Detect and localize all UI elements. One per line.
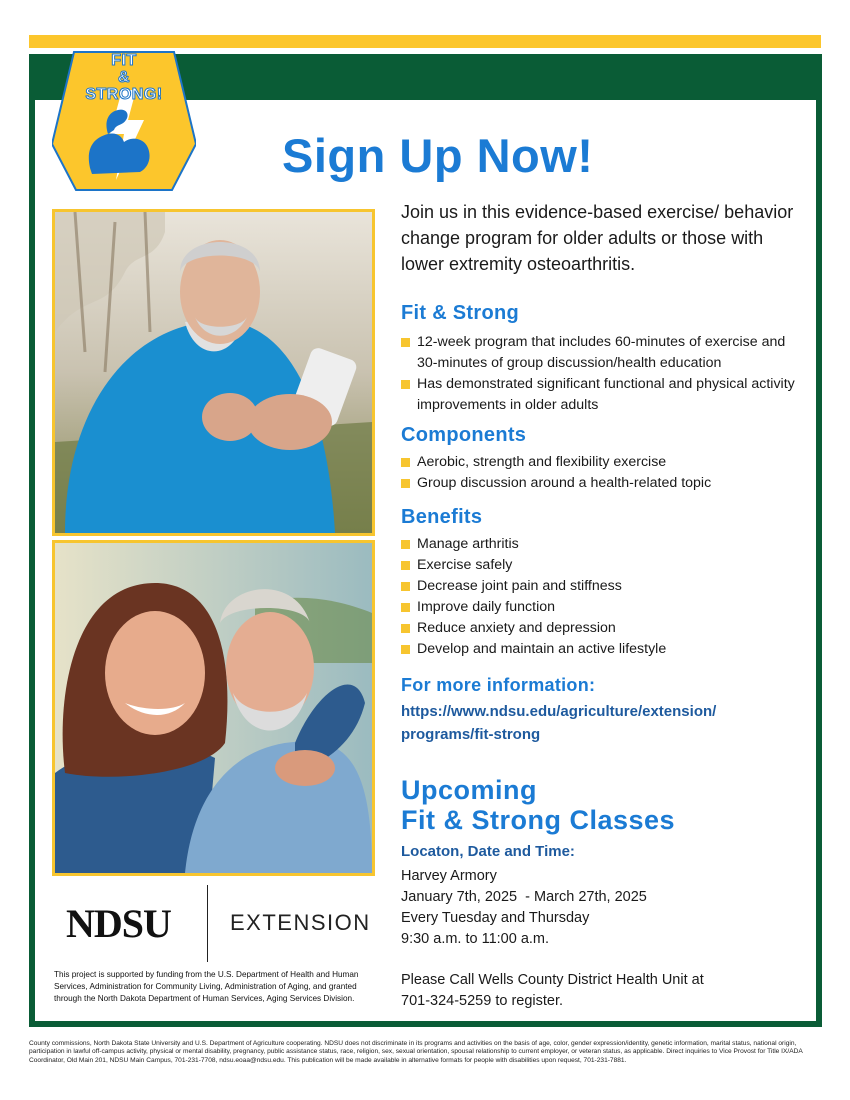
list-item-text: Manage arthritis (417, 536, 519, 552)
section-title-benefits: Benefits (401, 506, 483, 528)
bullet-square-icon (401, 479, 410, 488)
upcoming-classes-heading (401, 775, 801, 835)
bullet-square-icon (401, 624, 410, 633)
logo-line-fit: FIT (111, 52, 137, 69)
logo-line-strong: STRONG! (85, 86, 163, 103)
class-time: 9:30 a.m. to 11:00 a.m. (401, 931, 550, 947)
section-title-fit-strong: Fit & Strong (401, 302, 520, 324)
bullet-square-icon (401, 338, 410, 347)
list-item (401, 618, 801, 639)
list-item-text: Has demonstrated significant functional and physical activity improvements in older adults (417, 376, 795, 413)
intro-paragraph: Join us in this evidence-based exercise/ behavior change program for older adults or those with lower extremity osteoarthritis. (401, 202, 794, 274)
bullet-square-icon (401, 561, 410, 570)
ndsu-logo: NDSU (66, 901, 171, 946)
photo-couple (52, 540, 375, 876)
list-item-text: Decrease joint pain and stiffness (417, 578, 622, 594)
bullet-square-icon (401, 645, 410, 654)
extension-logo: EXTENSION (230, 910, 371, 935)
upcoming-heading-line2: Fit & Strong Classes (401, 805, 676, 835)
list-item (401, 639, 801, 660)
bullet-square-icon (401, 582, 410, 591)
list-item-text: Group discussion around a health-related topic (417, 475, 712, 491)
list-item (401, 452, 801, 473)
page-title: Sign Up Now! (282, 129, 594, 182)
benefits-list (401, 534, 801, 660)
list-item (401, 555, 801, 576)
more-info-link[interactable] (401, 700, 801, 746)
class-dates: January 7th, 2025 - March 27th, 2025 (401, 889, 647, 905)
top-gold-bar (29, 35, 821, 48)
list-item (401, 473, 801, 494)
components-list (401, 452, 801, 494)
section-title-components: Components (401, 424, 527, 446)
list-item-text: Aerobic, strength and flexibility exercise (417, 454, 667, 470)
list-item (401, 597, 801, 618)
list-item (401, 534, 801, 555)
bullet-square-icon (401, 540, 410, 549)
footer-disclaimer: County commissions, North Dakota State University and U.S. Department of Agriculture cooperating. NDSU does not discriminate in its programs and activities on the basis of age, color, gender expression/identity, genetic information, marital status, national origin, participation in lawful off-campus activity, physical or mental disability, pregnancy, public assistance status, race, religion, sex, sexual orientation, spousal relationship to current employer, or veteran status, as applicable. Direct inquiries to Vice Provost for Title IX/ADA Coordinator, Old Main 201, NDSU Main Campus, 701-231-7708, ndsu.eoaa@ndsu.edu. This publication will be made available in alternative formats for people with disabilities upon request, 701-231-7881. (29, 1040, 803, 1064)
upcoming-heading-line1: Upcoming (401, 775, 537, 805)
more-info-label: For more information: (401, 675, 596, 695)
list-item (401, 576, 801, 597)
fit-strong-list (401, 332, 801, 416)
list-item-text: Reduce anxiety and depression (417, 620, 616, 636)
registration-phone: 701-324-5259 to register. (401, 993, 564, 1009)
location-label: Locaton, Date and Time: (401, 843, 575, 860)
list-item (401, 374, 801, 416)
logo-text (52, 52, 196, 103)
more-info-link-line2[interactable]: programs/fit-strong (401, 726, 541, 743)
bullet-square-icon (401, 380, 410, 389)
list-item-text: 12-week program that includes 60-minutes of exercise and 30-minutes of group discussion/health education (417, 334, 786, 371)
registration-info (401, 970, 801, 1012)
logo-divider (207, 885, 208, 962)
class-details (401, 866, 801, 950)
more-info-link-line1[interactable]: https://www.ndsu.edu/agriculture/extension/ (401, 703, 717, 720)
logo-line-amp: & (117, 69, 131, 86)
funding-statement: This project is supported by funding from the U.S. Department of Health and Human Services, Administration for Community Living, Administration of Aging, and granted through the North Dakota Department of Human Services, Aging Services Division. (54, 970, 359, 1003)
list-item-text: Exercise safely (417, 557, 513, 573)
bullet-square-icon (401, 458, 410, 467)
list-item (401, 332, 801, 374)
bullet-square-icon (401, 603, 410, 612)
class-location: Harvey Armory (401, 868, 497, 884)
registration-line1: Please Call Wells County District Health Unit at (401, 972, 704, 988)
list-item-text: Develop and maintain an active lifestyle (417, 641, 667, 657)
photo-man-with-phone (52, 209, 375, 536)
list-item-text: Improve daily function (417, 599, 556, 615)
class-days: Every Tuesday and Thursday (401, 910, 590, 926)
